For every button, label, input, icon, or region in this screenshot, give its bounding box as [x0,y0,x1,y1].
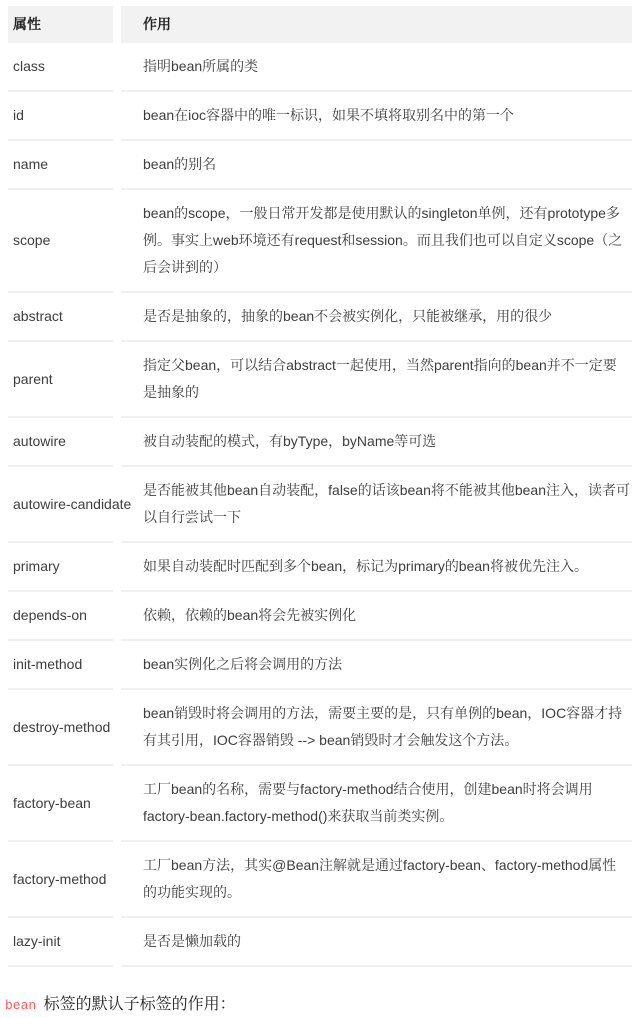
desc-cell: 是否能被其他bean自动装配，false的话该bean将不能被其他bean注入，读者可以自行尝试一下 [121,467,632,543]
table-row [8,592,632,641]
attr-cell: name [8,141,113,190]
table-row [8,141,632,190]
attr-cell: id [8,92,113,141]
attr-cell: scope [8,190,113,293]
table-row [8,543,632,592]
attr-cell: factory-bean [8,766,113,842]
attr-cell: depends-on [8,592,113,641]
desc-cell: bean的scope，一般日常开发都是使用默认的singleton单例，还有prototype多例。事实上web环境还有request和session。而且我们也可以自定义scope（之后会讲到的） [121,190,632,293]
footer-text: 标签的默认子标签的作用： [39,996,236,1013]
table-header-row [8,6,632,43]
table-row [8,690,632,766]
table-row [8,467,632,543]
desc-cell: bean实例化之后将会调用的方法 [121,641,632,690]
table-row [8,43,632,92]
attr-cell: lazy-init [8,918,113,967]
desc-cell: 工厂bean方法，其实@Bean注解就是通过factory-bean、factory-method属性的功能实现的。 [121,842,632,918]
attr-cell: factory-method [8,842,113,918]
attr-cell: abstract [8,293,113,342]
desc-cell: bean销毁时将会调用的方法，需要主要的是，只有单例的bean，IOC容器才持有其引用，IOC容器销毁 --> bean销毁时才会触发这个方法。 [121,690,632,766]
attr-cell: primary [8,543,113,592]
table-row [8,842,632,918]
desc-cell: bean的别名 [121,141,632,190]
desc-cell: 指定父bean，可以结合abstract一起使用，当然parent指向的bean并不一定要是抽象的 [121,342,632,418]
inline-code-bean: bean [5,998,37,1013]
table-row [8,293,632,342]
attr-cell: destroy-method [8,690,113,766]
desc-cell: 依赖，依赖的bean将会先被实例化 [121,592,632,641]
attr-cell: autowire [8,418,113,467]
column-header-desc: 作用 [121,6,632,43]
table-row [8,92,632,141]
desc-cell: 如果自动装配时匹配到多个bean，标记为primary的bean将被优先注入。 [121,543,632,592]
column-header-attr: 属性 [8,6,113,43]
table-row [8,190,632,293]
desc-cell: bean在ioc容器中的唯一标识，如果不填将取别名中的第一个 [121,92,632,141]
table-row [8,342,632,418]
attr-cell: parent [8,342,113,418]
attr-cell: class [8,43,113,92]
desc-cell: 工厂bean的名称，需要与factory-method结合使用，创建bean时将会调用factory-bean.factory-method()来获取当前类实例。 [121,766,632,842]
table-row [8,418,632,467]
attr-cell: init-method [8,641,113,690]
table-row [8,766,632,842]
desc-cell: 是否是懒加载的 [121,918,632,967]
table-body [8,43,632,967]
bean-attributes-table [0,6,640,967]
desc-cell: 是否是抽象的，抽象的bean不会被实例化，只能被继承，用的很少 [121,293,632,342]
table-row [8,641,632,690]
attr-cell: autowire-candidate [8,467,113,543]
table-row [8,918,632,967]
desc-cell: 被自动装配的模式，有byType，byName等可选 [121,418,632,467]
desc-cell: 指明bean所属的类 [121,43,632,92]
footer-paragraph [2,993,640,1018]
